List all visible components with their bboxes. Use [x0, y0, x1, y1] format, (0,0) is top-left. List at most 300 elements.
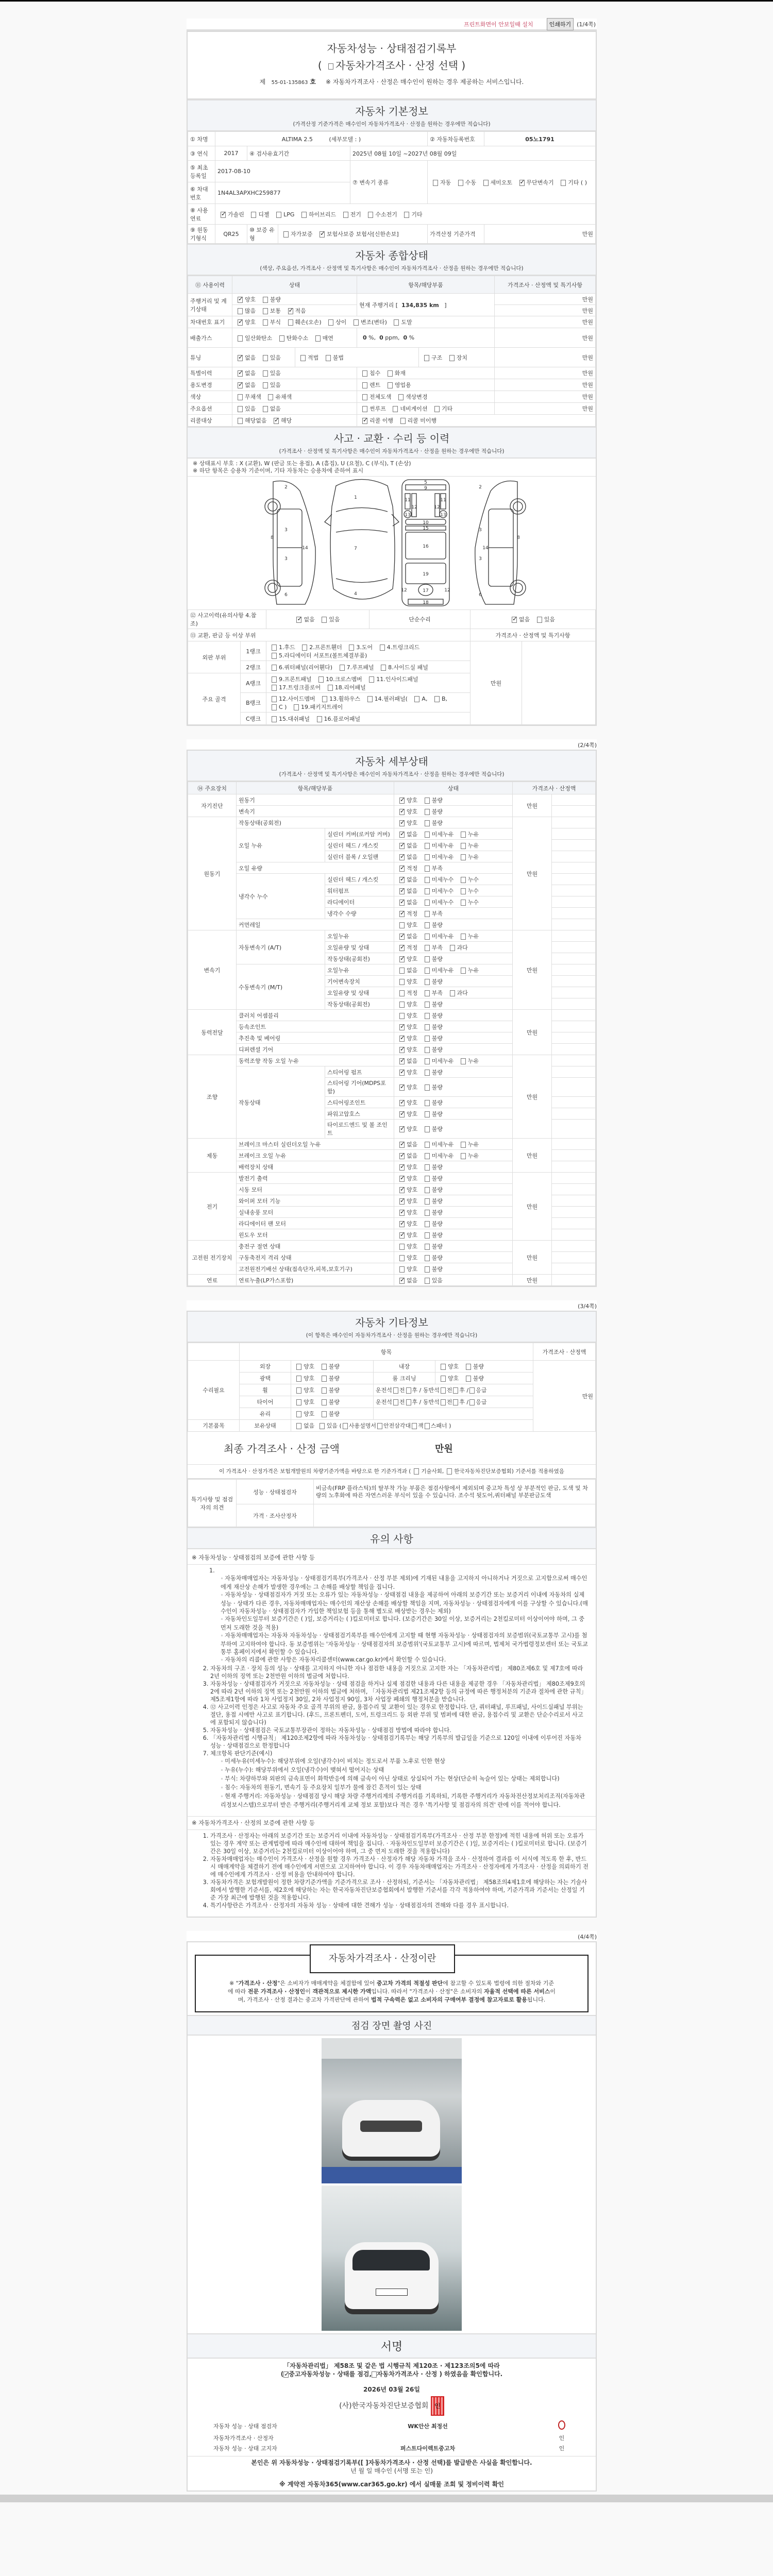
checkbox[interactable]	[296, 1423, 301, 1429]
checkbox[interactable]	[466, 1376, 471, 1382]
checkbox[interactable]	[399, 1024, 405, 1030]
checkbox[interactable]	[388, 382, 393, 388]
checkbox[interactable]	[368, 212, 373, 218]
checkbox[interactable]	[404, 212, 409, 218]
option: 상이	[325, 318, 346, 326]
checkbox[interactable]	[434, 696, 440, 702]
checkbox[interactable]	[399, 854, 405, 860]
checkbox[interactable]	[399, 979, 405, 985]
checkbox[interactable]	[394, 319, 399, 326]
checkbox[interactable]	[399, 1013, 405, 1019]
checkbox[interactable]	[276, 212, 281, 218]
warranty-options	[278, 225, 428, 244]
checkbox[interactable]	[399, 1278, 405, 1284]
checkbox[interactable]	[399, 968, 405, 974]
checkbox[interactable]	[461, 843, 466, 849]
car-outline-top	[325, 480, 399, 600]
checkbox[interactable]	[294, 704, 299, 710]
checkbox[interactable]	[425, 956, 430, 962]
option: ✓ 양호	[396, 1231, 417, 1239]
checkbox[interactable]	[425, 1126, 430, 1132]
checkbox[interactable]	[425, 1210, 430, 1216]
option: 일산화탄소	[234, 334, 272, 342]
checkbox[interactable]	[441, 1376, 446, 1382]
option: 미세누유	[422, 841, 454, 850]
checkbox[interactable]	[380, 645, 385, 651]
checkbox[interactable]	[296, 1387, 301, 1394]
checkbox[interactable]	[433, 180, 438, 186]
checkbox[interactable]	[425, 1198, 430, 1205]
checkbox[interactable]	[399, 866, 405, 872]
checkbox[interactable]	[399, 1255, 405, 1261]
checkbox[interactable]	[425, 1111, 430, 1117]
checkbox[interactable]	[238, 319, 243, 326]
checkbox[interactable]	[519, 180, 525, 186]
option: 누유	[458, 853, 479, 861]
checkbox[interactable]	[328, 685, 333, 691]
checkbox[interactable]	[272, 653, 277, 659]
checkbox[interactable]	[537, 617, 542, 623]
checkbox[interactable]	[469, 1387, 475, 1394]
checkbox[interactable]	[301, 212, 307, 218]
svg-text:19: 19	[423, 572, 429, 577]
checkbox[interactable]	[425, 1232, 430, 1239]
option: ✓양호	[396, 1125, 417, 1133]
checkbox[interactable]	[425, 900, 430, 906]
checkbox[interactable]	[302, 645, 307, 651]
checkbox[interactable]	[322, 1376, 327, 1382]
checkbox[interactable]	[461, 934, 466, 940]
svg-text:14: 14	[302, 546, 308, 551]
inspector-opinion: 비금속(FRP 플라스틱)의 탈부착 가능 부품은 점검사항에서 제외되며 중고차 특성 상 부분적인 판금, 도색 및 차량의 노후화에 따른 자연스러운 부식이 있을 수 있습니다. 조수석 뒷도어,쿼터패널 부분판금도색	[314, 1480, 596, 1504]
checkbox[interactable]	[399, 809, 405, 815]
checkbox[interactable]	[320, 1423, 325, 1429]
checkbox[interactable]	[441, 1387, 446, 1394]
checkbox[interactable]	[425, 1013, 430, 1019]
summary-header: 자동차 종합상태 (색상, 주요옵션, 가격조사 · 산정액 및 특기사항은 매수인이 자동차가격조사 · 산정을 원하는 경우에만 적습니다)	[188, 244, 596, 276]
checkbox[interactable]	[328, 319, 333, 326]
appraisal-text: 이며, 가격조사 · 산정 결과는 중고차 가격판단에 관하여	[238, 1988, 556, 2003]
checkbox[interactable]	[425, 1024, 430, 1030]
checkbox[interactable]	[441, 1364, 446, 1370]
option: 부족	[422, 989, 443, 997]
checkbox[interactable]	[461, 888, 466, 894]
checkbox[interactable]	[238, 355, 243, 361]
checkbox[interactable]	[399, 1100, 405, 1106]
option: 있음	[260, 369, 281, 377]
table-row: 워터펌프 ✓ 없음 미세누수 누수	[188, 885, 596, 896]
checkbox[interactable]	[399, 922, 405, 928]
option: 7.루프패널	[337, 663, 374, 671]
option: 불량	[422, 1125, 443, 1133]
checkbox[interactable]	[318, 676, 324, 683]
option: 1.후드	[268, 643, 295, 651]
checkbox[interactable]	[238, 394, 243, 400]
checkbox[interactable]	[362, 406, 367, 412]
checkbox[interactable]	[425, 1187, 430, 1193]
checkbox[interactable]	[362, 394, 367, 400]
checkbox[interactable]	[263, 308, 268, 314]
checkbox[interactable]	[272, 685, 277, 691]
note-item: 6. 「자동차관리법 시행규칙」 제120조제2항에 따라 자동차성능 · 상태점검기록부는 해당 기록부의 발급일을 기준으로 120일 이내에 이루어진 자동차 성능 · 상태점검으로 한정합니다	[210, 1734, 589, 1750]
checkbox[interactable]	[450, 945, 455, 951]
checkbox[interactable]	[458, 180, 463, 186]
checkbox[interactable]	[399, 990, 405, 996]
checkbox[interactable]	[343, 1423, 348, 1429]
checkbox[interactable]	[399, 1198, 405, 1205]
checkbox[interactable]	[425, 968, 430, 974]
state-options	[394, 1032, 513, 1044]
checkbox[interactable]	[315, 335, 321, 342]
checkbox[interactable]	[272, 716, 277, 722]
checkbox[interactable]	[425, 979, 430, 985]
checkbox[interactable]	[399, 820, 405, 826]
car365-notice: ※ 계약전 자동차365(www.car365.go.kr) 에서 실매물 조회 및 정비이력 확인	[279, 2481, 505, 2488]
checkbox[interactable]	[322, 1387, 327, 1394]
checkbox[interactable]	[399, 1266, 405, 1273]
checkbox[interactable]	[399, 900, 405, 906]
checkbox[interactable]	[425, 1058, 430, 1064]
checkbox[interactable]	[288, 308, 293, 314]
checkbox[interactable]	[425, 1084, 430, 1091]
checkbox[interactable]	[424, 355, 429, 361]
checkbox[interactable]	[425, 1142, 430, 1148]
checkbox[interactable]	[296, 1376, 301, 1382]
checkbox[interactable]	[425, 945, 430, 951]
checkbox[interactable]	[399, 1221, 405, 1227]
organization-seal: 인	[431, 2396, 444, 2416]
state-options	[394, 1218, 513, 1229]
option: 없음	[396, 966, 417, 974]
checkbox[interactable]	[399, 934, 405, 940]
checkbox[interactable]	[272, 704, 277, 710]
checkbox[interactable]	[425, 820, 430, 826]
checkbox[interactable]	[469, 1399, 475, 1405]
checkbox[interactable]	[393, 406, 398, 412]
checkbox[interactable]	[263, 319, 268, 326]
note-item: ◦ 부식: 차량하부와 외판의 금속표면이 화학반응에 의해 금속이 아닌 상태로 상실되어 가는 현상(단순히 녹슬어 있는 상태는 제외합니다)	[221, 1775, 589, 1784]
part-group: 외판 부위	[188, 641, 241, 673]
checkbox[interactable]	[399, 1058, 405, 1064]
checkbox[interactable]	[296, 1411, 301, 1417]
option: ✓ 양호	[396, 1023, 417, 1031]
checkbox[interactable]	[425, 911, 430, 917]
checkbox[interactable]	[425, 1153, 430, 1159]
state-options	[394, 908, 513, 919]
checkbox[interactable]	[283, 231, 289, 238]
checkbox[interactable]	[393, 1399, 398, 1405]
checkbox[interactable]	[461, 854, 466, 860]
option: 없음	[260, 404, 281, 413]
checkbox[interactable]	[399, 832, 405, 838]
checkbox[interactable]	[453, 1387, 458, 1394]
checkbox[interactable]	[320, 231, 325, 238]
checkbox[interactable]	[425, 877, 430, 883]
checkbox[interactable]	[296, 1399, 301, 1405]
checkbox[interactable]	[399, 1047, 405, 1053]
checkbox[interactable]	[441, 1399, 446, 1405]
checkbox[interactable]	[461, 832, 466, 838]
option: 기타 ( )	[558, 178, 587, 187]
checkbox[interactable]	[399, 1070, 405, 1076]
checkbox[interactable]	[399, 1126, 405, 1132]
state-options	[394, 817, 513, 828]
checkbox[interactable]	[425, 798, 430, 804]
option: 누유	[458, 932, 479, 940]
option: 훼손(오손)	[285, 318, 322, 326]
note-item: 2. 자동차매매업자는 매수인이 가격조사 · 산정을 원할 경우 가격조사 · 산정자가 해당 자동차 가격을 조사 · 산정하여 결과를 이 서식에 적도록 한 후, 반드시 매매계약을 체결하기 전에 매수인에게 서면으로 고지하여야 합니다. 이 경우 자동차매매업자는 가격조사 · 산정자에게 가격조사 · 산정을 의뢰하기 전에 매수인에게 가격조사 · 산정 비용을 안내하여야 합니다.	[210, 1855, 589, 1878]
checkbox[interactable]	[326, 355, 331, 361]
checkbox[interactable]	[274, 418, 279, 424]
checkbox[interactable]	[425, 1255, 430, 1261]
accident-table: ⑫ 사고이력(유의사항 4.참조) ✓없음 있음 단순수리 ✓ 없음 있음 ⑬ 교환, 판금 등 이상 부위 가격조사 · 산정액 및 특기사항 외판 부위 1랭크 1.후드 2.프론트휀더 3.도어 4.트렁크리드 5.라디에이터 서포트(볼트체결부품) 만원 2랭크 6.쿼터패널(리어휀다) 7.루프패널 8.사이드실 패널 주요 골격 A랭크 9.프론트패널 10.크로스멤버 11.인사이드패널 17.트렁크플로어 18.리어패널 B랭크 12.사이드멤버 13.휠하우스 14.필러패널( A, B, C ) 19.패키지트레이 C랭크 15.대쉬패널 16.플로어패널	[188, 609, 596, 725]
checkbox[interactable]	[399, 877, 405, 883]
checkbox[interactable]	[414, 696, 419, 702]
checkbox[interactable]	[399, 1084, 405, 1091]
checkbox[interactable]	[393, 1387, 398, 1394]
checkbox[interactable]	[343, 212, 348, 218]
inspection-checkbox[interactable]	[283, 2371, 289, 2378]
checkbox[interactable]	[425, 832, 430, 838]
device-group: 고전원 전기장치	[188, 1241, 237, 1275]
table-row: 동력전달 클러치 어셈블리 양호 불량 만원	[188, 1010, 596, 1021]
part-options	[266, 673, 470, 693]
appraisal-text: 중고차 가격의 적절성 판단	[376, 1980, 443, 1987]
option: 전기	[340, 210, 361, 218]
checkbox[interactable]	[272, 676, 277, 683]
checkbox[interactable]	[349, 645, 354, 651]
checkbox[interactable]	[425, 1070, 430, 1076]
state-options	[394, 851, 513, 862]
checkbox[interactable]	[425, 1244, 430, 1250]
checkbox[interactable]	[272, 645, 277, 651]
checkbox[interactable]	[381, 665, 386, 671]
option: 있음	[234, 404, 256, 413]
print-toolbar	[187, 19, 597, 31]
state-options	[394, 1010, 513, 1021]
checkbox[interactable]	[322, 1399, 327, 1405]
checkbox[interactable]	[399, 798, 405, 804]
checkbox[interactable]	[399, 1164, 405, 1171]
checkbox[interactable]	[263, 297, 268, 303]
option: 부식	[260, 318, 281, 326]
state-options	[394, 1120, 513, 1139]
checkbox[interactable]	[367, 696, 373, 702]
device-group: 전기	[188, 1173, 237, 1241]
checkbox[interactable]	[268, 394, 273, 400]
checkbox[interactable]	[399, 1111, 405, 1117]
option: 무채색	[234, 393, 261, 401]
checkbox[interactable]	[425, 854, 430, 860]
checkbox[interactable]	[279, 335, 284, 342]
checkbox[interactable]	[450, 990, 455, 996]
checkbox[interactable]	[300, 355, 306, 361]
checkbox[interactable]	[399, 1002, 405, 1008]
table-row: 추진축 및 베어링 ✓ 양호 불량	[188, 1032, 596, 1044]
checkbox[interactable]	[561, 180, 566, 186]
checkbox[interactable]	[399, 888, 405, 894]
checkbox[interactable]	[362, 370, 367, 377]
checkbox[interactable]	[238, 297, 243, 303]
option: 과다	[447, 943, 468, 952]
checkbox[interactable]	[461, 1058, 466, 1064]
appraisal-text: 자율적 선택에 따른 서비스	[483, 1988, 550, 1995]
table-row: 작동상태 스티어링 펌프 ✓ 양호 불량	[188, 1066, 596, 1078]
option: ✓ 리콜 이행	[359, 416, 393, 425]
checkbox[interactable]	[251, 212, 256, 218]
checkbox[interactable]	[399, 1153, 405, 1159]
checkbox[interactable]	[238, 418, 243, 424]
svg-text:11: 11	[405, 498, 411, 503]
checkbox[interactable]	[453, 1399, 458, 1405]
checkbox[interactable]	[322, 617, 327, 623]
checkbox[interactable]	[340, 665, 345, 671]
checkbox[interactable]	[388, 370, 393, 377]
device-group: 동력전달	[188, 1010, 237, 1055]
device-group: 원동기	[188, 817, 237, 930]
checkbox[interactable]	[399, 1187, 405, 1193]
table-row: 고전원전기배선 상태(접속단자,피복,보호기구) 양호 불량	[188, 1263, 596, 1275]
checkbox[interactable]	[425, 1100, 430, 1106]
checkbox[interactable]	[399, 911, 405, 917]
checkbox[interactable]	[425, 866, 430, 872]
inspection-photo-front	[322, 2038, 462, 2183]
checkbox[interactable]	[398, 394, 404, 400]
checkbox[interactable]	[354, 319, 359, 326]
checkbox[interactable]	[263, 406, 268, 412]
checkbox[interactable]	[322, 1364, 327, 1370]
checkbox[interactable]	[263, 382, 268, 388]
option: 변조(변타)	[350, 318, 387, 326]
checkbox[interactable]	[425, 843, 430, 849]
checkbox[interactable]	[238, 406, 243, 412]
checkbox[interactable]	[263, 370, 268, 377]
checkbox[interactable]	[425, 1036, 430, 1042]
checkbox[interactable]	[399, 843, 405, 849]
checkbox[interactable]	[317, 716, 322, 722]
checkbox[interactable]	[483, 180, 489, 186]
option: C )	[268, 704, 287, 710]
price-option-checkbox[interactable]	[328, 63, 333, 70]
option: 양호	[396, 1011, 417, 1020]
device-group: 연료	[188, 1275, 237, 1286]
checkbox[interactable]	[425, 888, 430, 894]
checkbox[interactable]	[461, 1142, 466, 1148]
checkbox[interactable]	[425, 809, 430, 815]
registration-number: 05노1791	[484, 132, 596, 146]
option: 미세누유	[422, 966, 454, 974]
checkbox[interactable]	[425, 1266, 430, 1273]
checkbox[interactable]	[377, 1423, 382, 1429]
checkbox[interactable]	[412, 1423, 417, 1429]
checkbox[interactable]	[466, 1364, 471, 1370]
simple-repair-options	[470, 610, 596, 629]
checkbox[interactable]	[238, 308, 243, 314]
checkbox[interactable]	[425, 1278, 430, 1284]
state-options	[394, 794, 513, 806]
option: ✓ 없음	[396, 1057, 417, 1065]
install-link[interactable]: 프린트화면이 안보일때 설치	[464, 21, 533, 28]
checkbox[interactable]	[272, 696, 277, 702]
checkbox[interactable]	[461, 1153, 466, 1159]
option: ✓ 적정	[396, 943, 417, 952]
checkbox[interactable]	[369, 676, 374, 683]
checkbox[interactable]	[461, 877, 466, 883]
svg-text:13: 13	[405, 513, 411, 518]
checkbox[interactable]	[434, 406, 440, 412]
checkbox[interactable]	[399, 1232, 405, 1239]
checkbox[interactable]	[425, 1002, 430, 1008]
checkbox[interactable]	[461, 968, 466, 974]
checkbox[interactable]	[362, 382, 367, 388]
print-button[interactable]: 인쇄하기	[547, 18, 574, 30]
checkbox[interactable]	[238, 335, 243, 342]
state-options	[394, 942, 513, 953]
checkbox[interactable]	[461, 900, 466, 906]
option: ✓ 양호	[396, 1110, 417, 1118]
checkbox[interactable]	[296, 1364, 301, 1370]
appraisal-checkbox[interactable]	[372, 2371, 377, 2378]
option: 화재	[384, 369, 406, 377]
checkbox[interactable]	[296, 617, 301, 623]
checkbox[interactable]	[425, 990, 430, 996]
option: 수소전기	[365, 210, 397, 218]
checkbox[interactable]	[425, 1047, 430, 1053]
checkbox[interactable]	[238, 370, 243, 377]
basic-items-options: 없음 있음 ( 사용설명서 안전삼각대 잭 스패너 )	[291, 1420, 533, 1432]
checkbox[interactable]	[425, 1164, 430, 1171]
svg-text:4: 4	[354, 591, 357, 597]
checkbox[interactable]	[322, 1411, 327, 1417]
checkbox[interactable]	[288, 319, 293, 326]
checkbox[interactable]	[272, 665, 277, 671]
checkbox[interactable]	[238, 382, 243, 388]
checkbox[interactable]	[399, 945, 405, 951]
table-row: 고전원 전기장치 충전구 절연 상태 양호 불량 만원	[188, 1241, 596, 1252]
checkbox[interactable]	[425, 934, 430, 940]
checkbox[interactable]	[406, 1387, 411, 1394]
checkbox[interactable]	[399, 1244, 405, 1250]
part-group: 주요 골격	[188, 673, 241, 725]
checkbox[interactable]	[425, 1176, 430, 1182]
checkbox[interactable]	[449, 355, 455, 361]
state-options	[394, 1241, 513, 1252]
checkbox[interactable]	[399, 1142, 405, 1148]
checkbox[interactable]	[263, 355, 268, 361]
page-2	[187, 739, 597, 1287]
checkbox[interactable]	[512, 617, 517, 623]
checkbox[interactable]	[406, 1399, 411, 1405]
option: ✓ 없음	[396, 830, 417, 838]
checkbox[interactable]	[425, 922, 430, 928]
checkbox[interactable]	[400, 418, 406, 424]
svg-text:12: 12	[401, 588, 407, 593]
checkbox[interactable]	[399, 1210, 405, 1216]
option: 불량	[422, 1163, 443, 1171]
option: 14.필러패널(	[364, 694, 408, 703]
checkbox[interactable]	[362, 418, 367, 424]
checkbox[interactable]	[399, 1036, 405, 1042]
checkbox[interactable]	[399, 956, 405, 962]
checkbox[interactable]	[425, 1423, 430, 1429]
option: 매연	[312, 334, 333, 342]
checkbox[interactable]	[322, 696, 327, 702]
checkbox[interactable]	[399, 1176, 405, 1182]
checkbox[interactable]	[221, 212, 226, 218]
checkbox[interactable]	[425, 1221, 430, 1227]
car-outline-right	[475, 481, 526, 604]
state-options	[394, 1207, 513, 1218]
